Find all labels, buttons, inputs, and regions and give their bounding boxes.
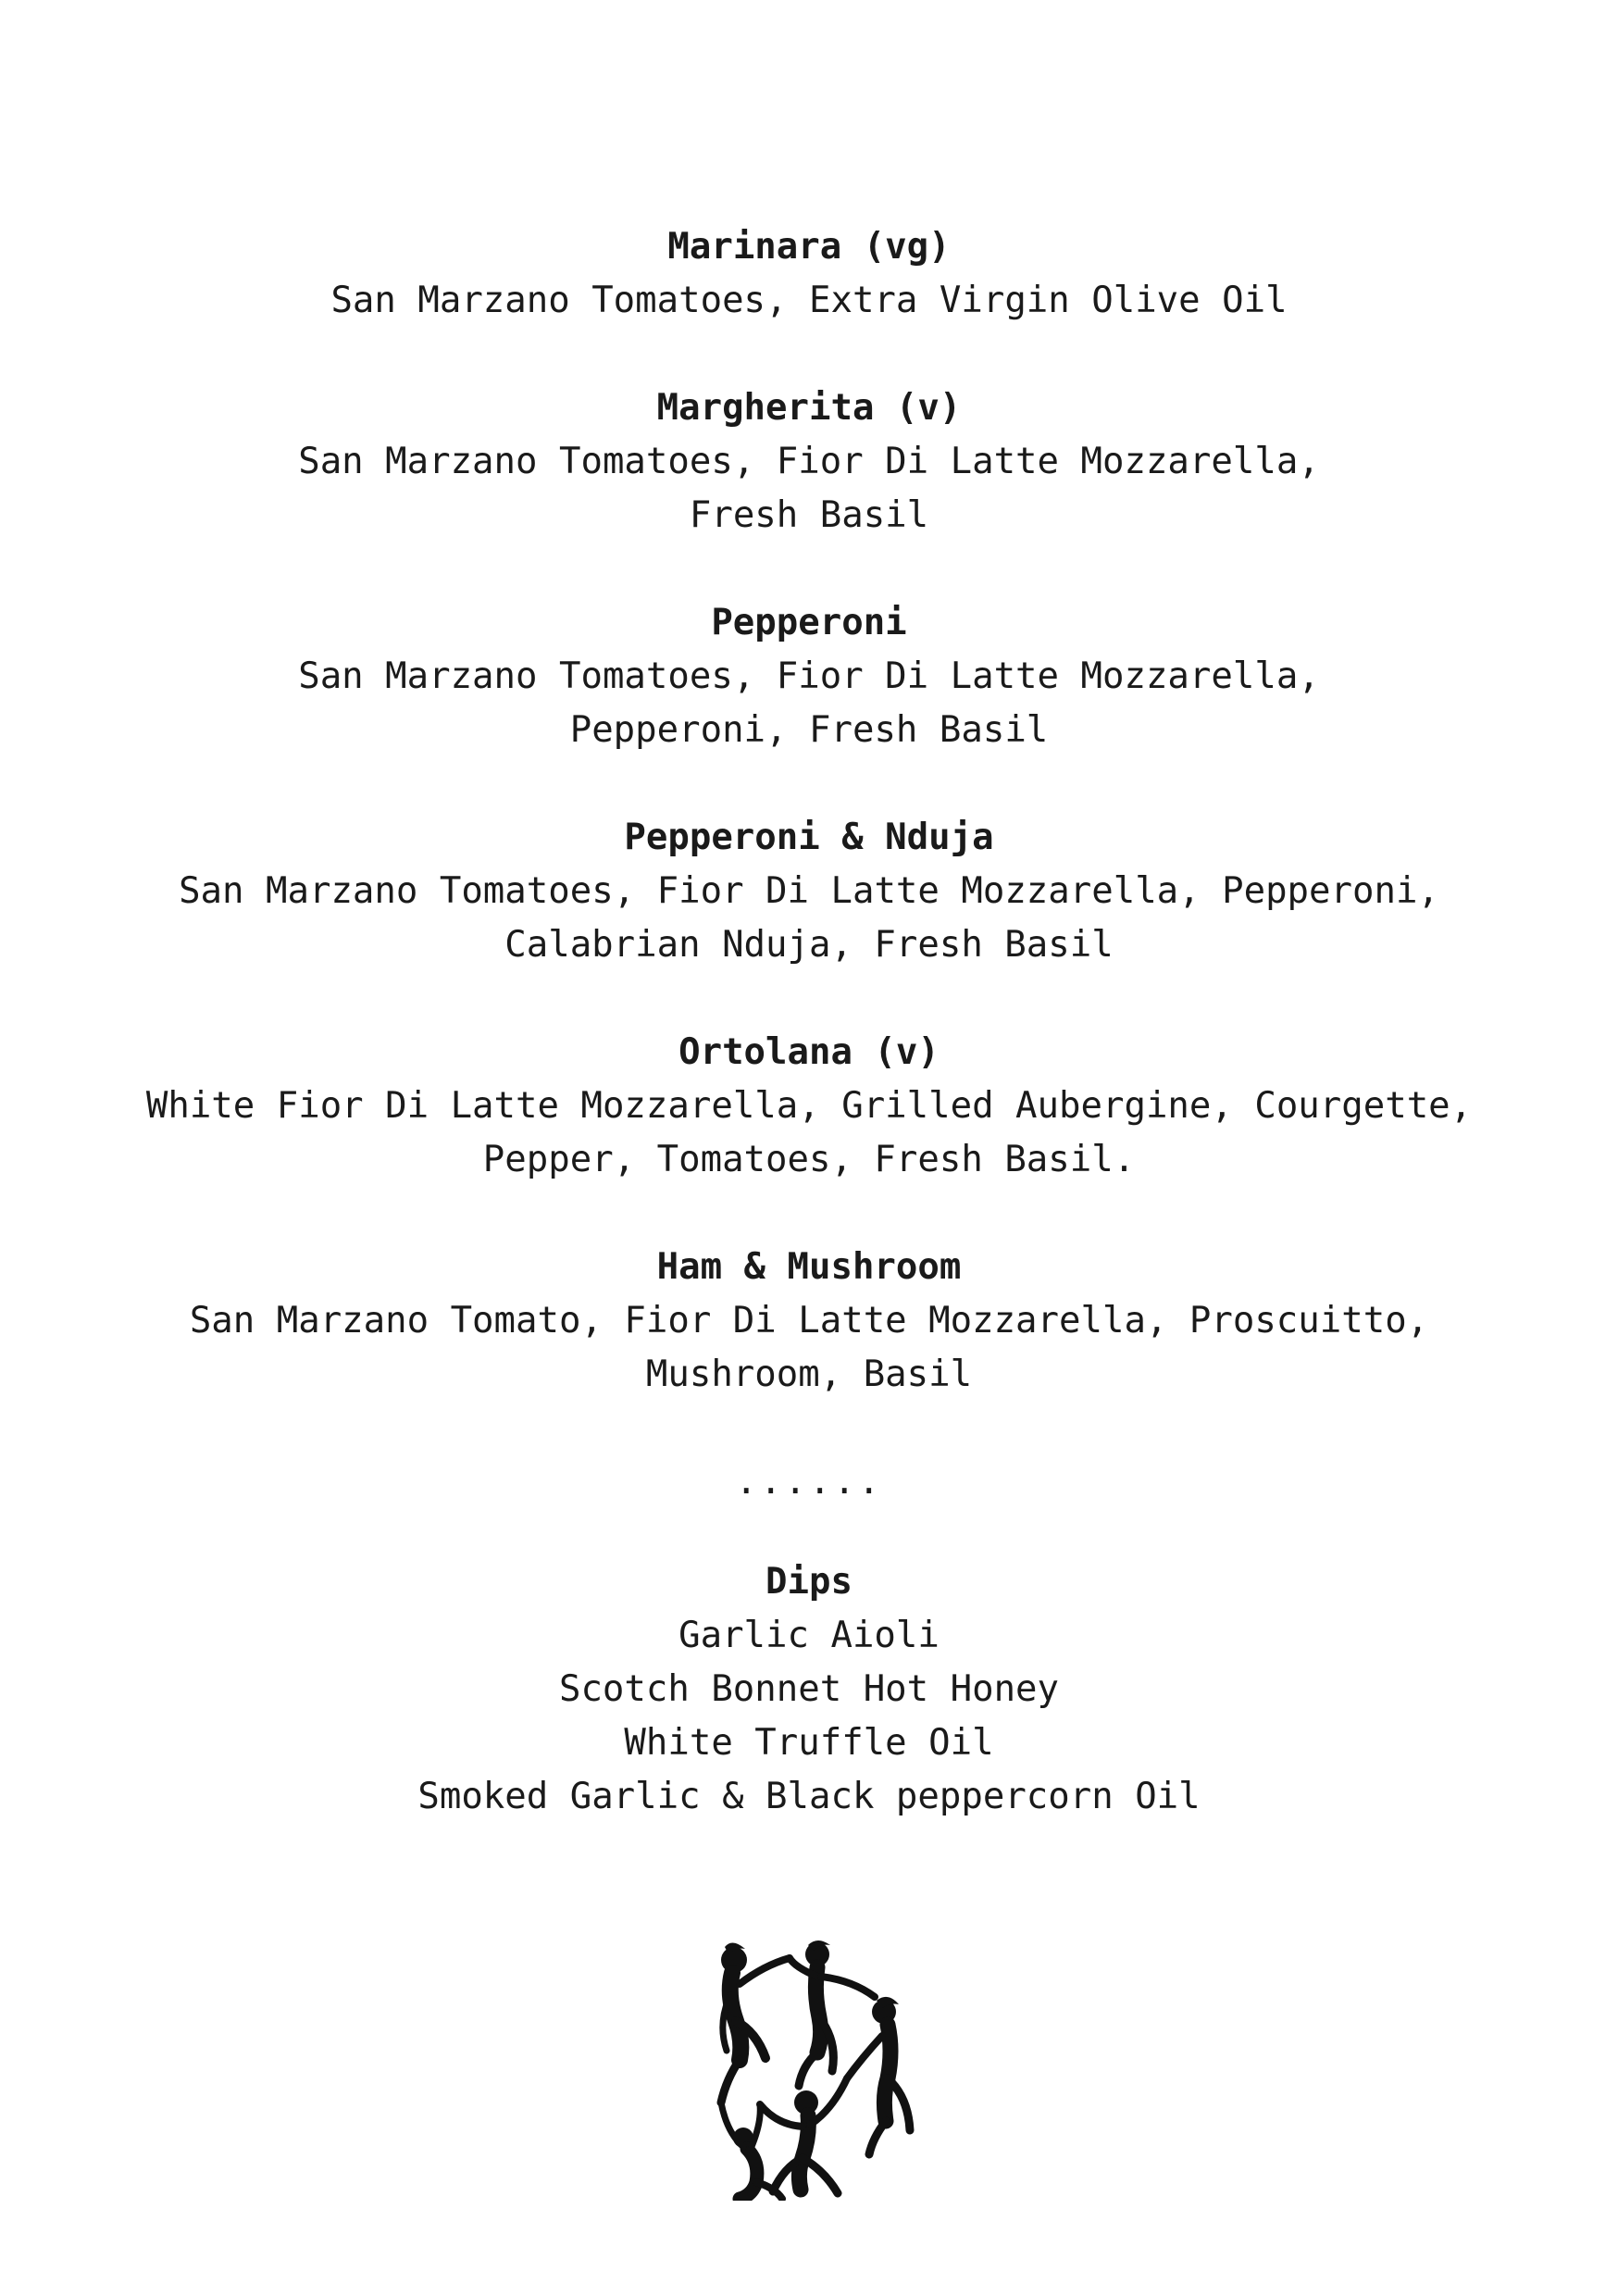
item-name: Ham & Mushroom bbox=[656, 1246, 962, 1288]
dip-item: Scotch Bonnet Hot Honey bbox=[558, 1668, 1060, 1710]
item-description: Calabrian Nduja, Fresh Basil bbox=[504, 924, 1114, 966]
menu-item-pepperoni-nduja bbox=[0, 811, 1618, 972]
item-name: Pepperoni & Nduja bbox=[624, 817, 994, 858]
dip-item: Garlic Aioli bbox=[678, 1615, 940, 1656]
item-description: San Marzano Tomatoes, Fior Di Latte Mozzarella, bbox=[298, 441, 1320, 482]
menu-item-margherita bbox=[0, 381, 1618, 543]
dips-section bbox=[0, 1555, 1618, 1824]
menu bbox=[0, 220, 1618, 1824]
item-description: San Marzano Tomatoes, Extra Virgin Olive Oil bbox=[330, 280, 1288, 321]
item-description: Pepperoni, Fresh Basil bbox=[569, 709, 1049, 751]
item-description: White Fior Di Latte Mozzarella, Grilled Aubergine, Courgette, bbox=[145, 1085, 1473, 1127]
menu-item-ortolana bbox=[0, 1026, 1618, 1187]
item-name: Pepperoni bbox=[711, 602, 907, 643]
item-name: Ortolana (v) bbox=[678, 1031, 940, 1073]
item-description: Pepper, Tomatoes, Fresh Basil. bbox=[482, 1139, 1136, 1180]
item-description: San Marzano Tomato, Fior Di Latte Mozzarella, Proscuitto, bbox=[189, 1300, 1429, 1341]
item-name: Margherita (v) bbox=[656, 387, 962, 429]
item-name: Marinara (vg) bbox=[667, 226, 951, 268]
item-description: Mushroom, Basil bbox=[645, 1354, 973, 1395]
item-description: San Marzano Tomatoes, Fior Di Latte Mozzarella, bbox=[298, 655, 1320, 697]
logo-graphic bbox=[699, 1940, 921, 2201]
dip-item: White Truffle Oil bbox=[624, 1722, 994, 1764]
menu-item-pepperoni bbox=[0, 596, 1618, 757]
dips-title: Dips bbox=[765, 1561, 853, 1603]
dancing-figures-logo-icon bbox=[699, 1940, 921, 2201]
item-description: San Marzano Tomatoes, Fior Di Latte Mozzarella, Pepperoni, bbox=[179, 870, 1439, 912]
dip-item: Smoked Garlic & Black peppercorn Oil bbox=[417, 1776, 1201, 1817]
menu-item-ham-mushroom bbox=[0, 1241, 1618, 1402]
section-separator: ...... bbox=[735, 1461, 883, 1503]
menu-item-marinara bbox=[0, 220, 1618, 328]
item-description: Fresh Basil bbox=[689, 494, 929, 536]
